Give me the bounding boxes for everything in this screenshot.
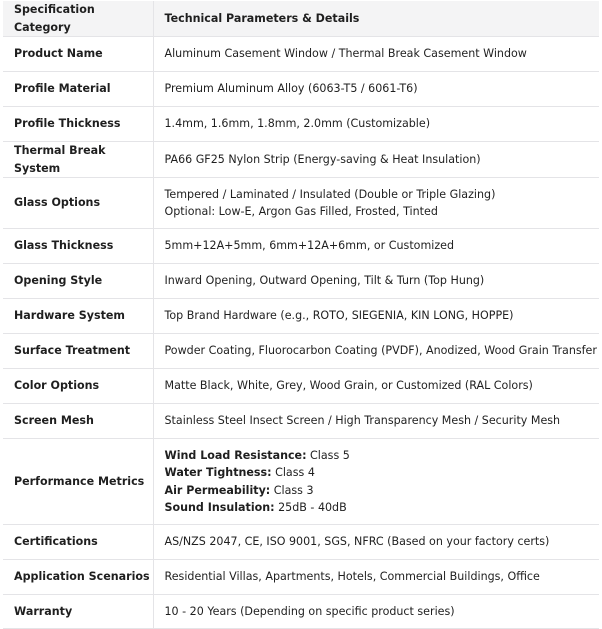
metric-label: Air Permeability: — [164, 483, 271, 497]
row-category: Profile Thickness — [3, 107, 153, 142]
metric-value: Class 3 — [270, 483, 314, 497]
table-row — [3, 334, 599, 369]
value-line — [165, 464, 600, 482]
row-value — [153, 299, 599, 334]
table-row — [3, 560, 599, 595]
row-category: Glass Options — [3, 178, 153, 229]
value-line: Matte Black, White, Grey, Wood Grain, or Customized (RAL Colors) — [164, 379, 533, 393]
table-row — [3, 525, 599, 560]
value-line: Aluminum Casement Window / Thermal Break Casement Window — [164, 47, 527, 61]
row-category: Opening Style — [3, 264, 153, 299]
table-row — [3, 595, 599, 629]
value-line: AS/NZS 2047, CE, ISO 9001, SGS, NFRC (Based on your factory certs) — [164, 535, 550, 549]
table-row — [3, 264, 599, 299]
table-row — [3, 37, 599, 72]
row-category: Thermal Break System — [3, 142, 153, 178]
row-value — [153, 439, 599, 525]
row-value — [153, 72, 599, 107]
value-line: Powder Coating, Fluorocarbon Coating (PVDF), Anodized, Wood Grain Transfer — [164, 344, 597, 358]
metric-value: Class 5 — [306, 448, 350, 462]
row-value — [153, 178, 599, 229]
row-category: Glass Thickness — [3, 229, 153, 264]
metric-value: 25dB - 40dB — [274, 501, 347, 514]
table-row — [3, 404, 599, 439]
table-row — [3, 439, 599, 525]
table-row — [3, 142, 599, 178]
table-header-row — [3, 1, 599, 37]
value-line: Tempered / Laminated / Insulated (Double or Triple Glazing) — [164, 187, 496, 201]
row-value — [153, 334, 599, 369]
value-line: Premium Aluminum Alloy (6063-T5 / 6061-T6) — [164, 82, 418, 96]
header-specification-category: Specification Category — [3, 1, 153, 37]
row-value — [153, 404, 599, 439]
value-line: Inward Opening, Outward Opening, Tilt & Turn (Top Hung) — [164, 274, 485, 288]
row-category: Certifications — [3, 525, 153, 560]
table-body — [3, 37, 599, 629]
row-value — [153, 595, 599, 629]
metric-label: Sound Insulation: — [164, 501, 275, 514]
row-value — [153, 525, 599, 560]
row-value — [153, 142, 599, 178]
metric-value: Class 4 — [271, 466, 315, 479]
table-row — [3, 299, 599, 334]
row-value — [153, 560, 599, 595]
value-line — [165, 482, 600, 500]
value-line: 10 - 20 Years (Depending on specific product series) — [164, 604, 455, 618]
table-row — [3, 178, 599, 229]
row-category: Product Name — [3, 37, 153, 72]
specification-table — [3, 1, 599, 629]
row-category: Surface Treatment — [3, 334, 153, 369]
row-value — [153, 369, 599, 404]
row-value — [153, 37, 599, 72]
row-category: Profile Material — [3, 72, 153, 107]
row-category: Warranty — [3, 595, 153, 629]
value-line: PA66 GF25 Nylon Strip (Energy-saving & Heat Insulation) — [164, 152, 481, 166]
value-line — [165, 499, 600, 517]
row-category: Screen Mesh — [3, 404, 153, 439]
metric-label: Wind Load Resistance: — [164, 448, 307, 462]
value-line: Stainless Steel Insect Screen / High Transparency Mesh / Security Mesh — [164, 414, 561, 428]
value-line: 5mm+12A+5mm, 6mm+12A+6mm, or Customized — [164, 239, 455, 253]
value-line — [165, 447, 600, 465]
value-line: Top Brand Hardware (e.g., ROTO, SIEGENIA, KIN LONG, HOPPE) — [164, 309, 514, 323]
value-line: 1.4mm, 1.6mm, 1.8mm, 2.0mm (Customizable) — [164, 117, 431, 131]
row-category: Performance Metrics — [3, 439, 153, 525]
row-value — [153, 107, 599, 142]
table-row — [3, 369, 599, 404]
row-value — [153, 264, 599, 299]
row-value — [153, 229, 599, 264]
row-category: Hardware System — [3, 299, 153, 334]
table-row — [3, 229, 599, 264]
value-line: Residential Villas, Apartments, Hotels, Commercial Buildings, Office — [164, 570, 540, 584]
header-technical-parameters: Technical Parameters & Details — [153, 1, 599, 37]
table-row — [3, 72, 599, 107]
table-row — [3, 107, 599, 142]
metric-label: Water Tightness: — [164, 466, 272, 479]
value-line: Optional: Low-E, Argon Gas Filled, Frosted, Tinted — [164, 205, 438, 218]
row-category: Application Scenarios — [3, 560, 153, 595]
row-category: Color Options — [3, 369, 153, 404]
